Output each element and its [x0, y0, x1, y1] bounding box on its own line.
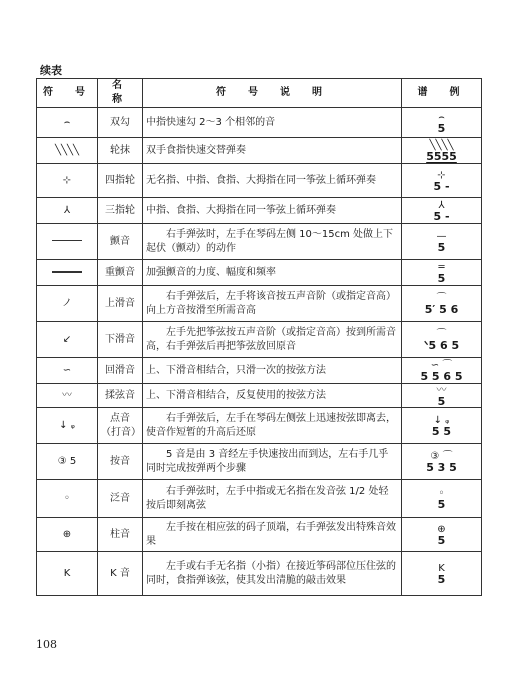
symbol-cell [37, 286, 98, 322]
score-example-cell [402, 480, 482, 518]
table-row [37, 164, 482, 198]
score-mark: ⌢ [438, 112, 445, 123]
symbol-cell [37, 384, 98, 408]
name-cell: 上滑音 [98, 286, 143, 322]
description-text: 右手弹弦时，左手在琴码左侧 10～15cm 处做上下起伏（颤动）的动作 [146, 228, 394, 254]
symbol-glyph: 〰 [62, 389, 72, 401]
name-cell: 四指轮 [98, 164, 143, 198]
description-text: 上、下滑音相结合，只滑一次的按弦方法 [146, 364, 326, 376]
score-example [424, 329, 459, 351]
score-notes: ᐠ5 6 5 [423, 339, 460, 352]
score-notes: 5555 [426, 150, 457, 163]
name-cell: 柱音 [98, 518, 143, 552]
score-notes: 5 [437, 395, 446, 408]
name-cell: 重颤音 [98, 260, 143, 286]
score-example-cell [402, 260, 482, 286]
score-mark: ╲╲╲╲ [429, 140, 454, 151]
symbol-cell [37, 322, 98, 358]
symbol-glyph: ◦ [64, 492, 70, 504]
table-row [37, 444, 482, 480]
table-row [37, 552, 482, 596]
table-row [37, 358, 482, 384]
symbol-cell [37, 408, 98, 444]
symbol-glyph: ノ [62, 297, 72, 309]
symbol-cell [37, 260, 98, 286]
symbol-cell [37, 164, 98, 198]
score-example [437, 524, 445, 546]
score-mark: ⌒ [436, 329, 447, 340]
score-example-cell [402, 444, 482, 480]
score-mark: ③ ⌒ [430, 451, 453, 462]
description-cell [143, 480, 402, 518]
symbol-glyph: ╲╲╲╲ [54, 144, 80, 156]
description-cell [143, 384, 402, 408]
description-cell [143, 198, 402, 224]
page-number: 108 [36, 638, 57, 651]
score-notes: 5 - [433, 210, 450, 223]
score-notes: 5 3 5 [426, 461, 457, 474]
description-cell [143, 138, 402, 164]
score-notes: 5 [437, 573, 446, 586]
symbol-cell [37, 108, 98, 138]
score-notes: 5′ 5 6 [424, 303, 459, 316]
description-cell [143, 108, 402, 138]
score-mark: ∽ ⌒ [430, 360, 453, 371]
description-text: 右手弹弦后，左手在琴码左侧弦上迅速按弦即离去，使音作短暂的升高后还原 [146, 412, 396, 438]
score-example-cell [402, 198, 482, 224]
name-cell: 三指轮 [98, 198, 143, 224]
score-example [437, 385, 447, 407]
score-mark: ⊕ [437, 524, 446, 535]
table-caption: 续表 [40, 64, 62, 77]
table-row [37, 224, 482, 260]
name-cell: 揉弦音 [98, 384, 143, 408]
table-row [37, 408, 482, 444]
score-example-cell [402, 518, 482, 552]
score-example-cell [402, 138, 482, 164]
description-text: 左手按在相应弦的码子顶端，右手弹弦发出特殊音效果 [146, 521, 396, 547]
description-text: 5 音是由 3 音经左手快速按出而到达，左右手几乎同时完成按弹两个步骤 [146, 448, 389, 474]
table-row [37, 322, 482, 358]
name-cell: 双勾 [98, 108, 143, 138]
symbol-cell [37, 480, 98, 518]
score-example [437, 231, 447, 253]
score-mark: ⊹ [437, 170, 446, 181]
symbol-cell [37, 518, 98, 552]
name-cell: 回滑音 [98, 358, 143, 384]
description-text: 右手弹弦时，左手中指或无名指在发音弦 1/2 处轻按后即刻离弦 [146, 485, 389, 511]
score-example [433, 170, 449, 192]
score-mark: ═ [438, 262, 445, 273]
score-example-cell [402, 108, 482, 138]
symbol-glyph: ⌢ [63, 116, 71, 128]
header-description: 符 号 说 明 [143, 79, 402, 108]
score-example-cell [402, 384, 482, 408]
name-cell: 点音（打音） [98, 408, 143, 444]
description-cell [143, 286, 402, 322]
score-example [438, 488, 446, 510]
score-example [438, 112, 446, 134]
description-cell [143, 164, 402, 198]
symbol-glyph: K [63, 567, 71, 579]
score-notes: 5 [437, 272, 446, 285]
description-cell [143, 322, 402, 358]
symbol-glyph: ③ 5 [57, 455, 77, 467]
name-cell: 按音 [98, 444, 143, 480]
score-mark: — [436, 231, 447, 242]
header-symbol: 符 号 [37, 79, 98, 108]
symbol-cell [37, 552, 98, 596]
score-example-cell [402, 408, 482, 444]
symbol-cell [37, 358, 98, 384]
description-text: 双手食指快速交替弹奏 [146, 144, 246, 156]
description-text: 中指快速勾 2～3 个相邻的音 [146, 116, 276, 128]
score-notes: 5 [437, 498, 446, 511]
notation-table [36, 78, 482, 596]
score-mark: ◦ [438, 488, 445, 499]
score-example [420, 360, 462, 382]
score-notes: 5 5 [431, 425, 452, 438]
description-cell [143, 358, 402, 384]
score-example-cell [402, 552, 482, 596]
name-cell: 轮抹 [98, 138, 143, 164]
score-example-cell [402, 358, 482, 384]
symbol-cell [37, 198, 98, 224]
score-example-cell [402, 224, 482, 260]
score-example [438, 262, 446, 284]
score-notes: 5 - [433, 180, 450, 193]
score-mark: ⌒ [436, 293, 447, 304]
score-example-cell [402, 164, 482, 198]
score-notes: 5 [437, 534, 446, 547]
description-cell [143, 224, 402, 260]
description-cell [143, 552, 402, 596]
score-notes: 5 [437, 241, 446, 254]
score-example [425, 293, 459, 315]
name-cell: 下滑音 [98, 322, 143, 358]
score-mark: 〰 [436, 385, 447, 396]
symbol-cell [37, 444, 98, 480]
table-header-row [37, 79, 482, 108]
table-row [37, 260, 482, 286]
score-example [438, 563, 446, 585]
symbol-glyph: ⊕ [62, 528, 72, 540]
table-row [37, 138, 482, 164]
symbol-cell [37, 138, 98, 164]
name-cell: 颤音 [98, 224, 143, 260]
description-text: 中指、食指、大拇指在同一筝弦上循环弹奏 [146, 204, 336, 216]
description-text: 上、下滑音相结合，反复使用的按弦方法 [146, 389, 326, 401]
score-mark: ↓ ᵩ [433, 415, 450, 426]
description-text: 左手或右手无名指（小指）在接近筝码部位压住弦的同时，食指弹该弦，使其发出清脆的敲击效果 [146, 560, 396, 586]
description-cell [143, 444, 402, 480]
table-row [37, 518, 482, 552]
symbol-glyph: ↙ [62, 333, 72, 345]
score-example [432, 415, 451, 437]
score-example [426, 451, 457, 473]
symbol-glyph: ⊹ [62, 174, 72, 186]
score-mark: K [438, 563, 445, 574]
name-cell: 泛音 [98, 480, 143, 518]
header-score-example: 谱 例 [402, 79, 482, 108]
description-text: 无名指、中指、食指、大拇指在同一筝弦上循环弹奏 [146, 174, 376, 186]
symbol-cell [37, 224, 98, 260]
score-example-cell [402, 322, 482, 358]
table-row [37, 286, 482, 322]
table-row [37, 198, 482, 224]
description-cell [143, 260, 402, 286]
table-row [37, 480, 482, 518]
score-mark: ⅄ [438, 200, 445, 211]
heavy-vibrato-line-icon [52, 271, 82, 273]
description-text: 左手先把筝弦按五声音阶（或指定音高）按到所需音高，右手弹弦后再把筝弦放回原音 [146, 326, 396, 352]
score-example [426, 140, 457, 162]
table-row [37, 108, 482, 138]
header-name: 名 称 [98, 79, 143, 108]
symbol-glyph: ∽ [62, 364, 72, 376]
description-cell [143, 518, 402, 552]
score-example-cell [402, 286, 482, 322]
table-row [37, 384, 482, 408]
score-notes: 5 [437, 122, 446, 135]
score-example [433, 200, 449, 222]
description-text: 加强颤音的力度、幅度和频率 [146, 266, 276, 278]
symbol-glyph: ↓ ᵩ [59, 419, 75, 431]
name-cell: K 音 [98, 552, 143, 596]
description-cell [143, 408, 402, 444]
symbol-glyph: ⅄ [63, 204, 71, 216]
vibrato-line-icon [52, 240, 82, 241]
score-notes: 5 5 6 5 [420, 370, 463, 383]
description-text: 右手弹弦后，左手将该音按五声音阶（或指定音高）向上方音按滑至所需音高 [146, 290, 396, 316]
